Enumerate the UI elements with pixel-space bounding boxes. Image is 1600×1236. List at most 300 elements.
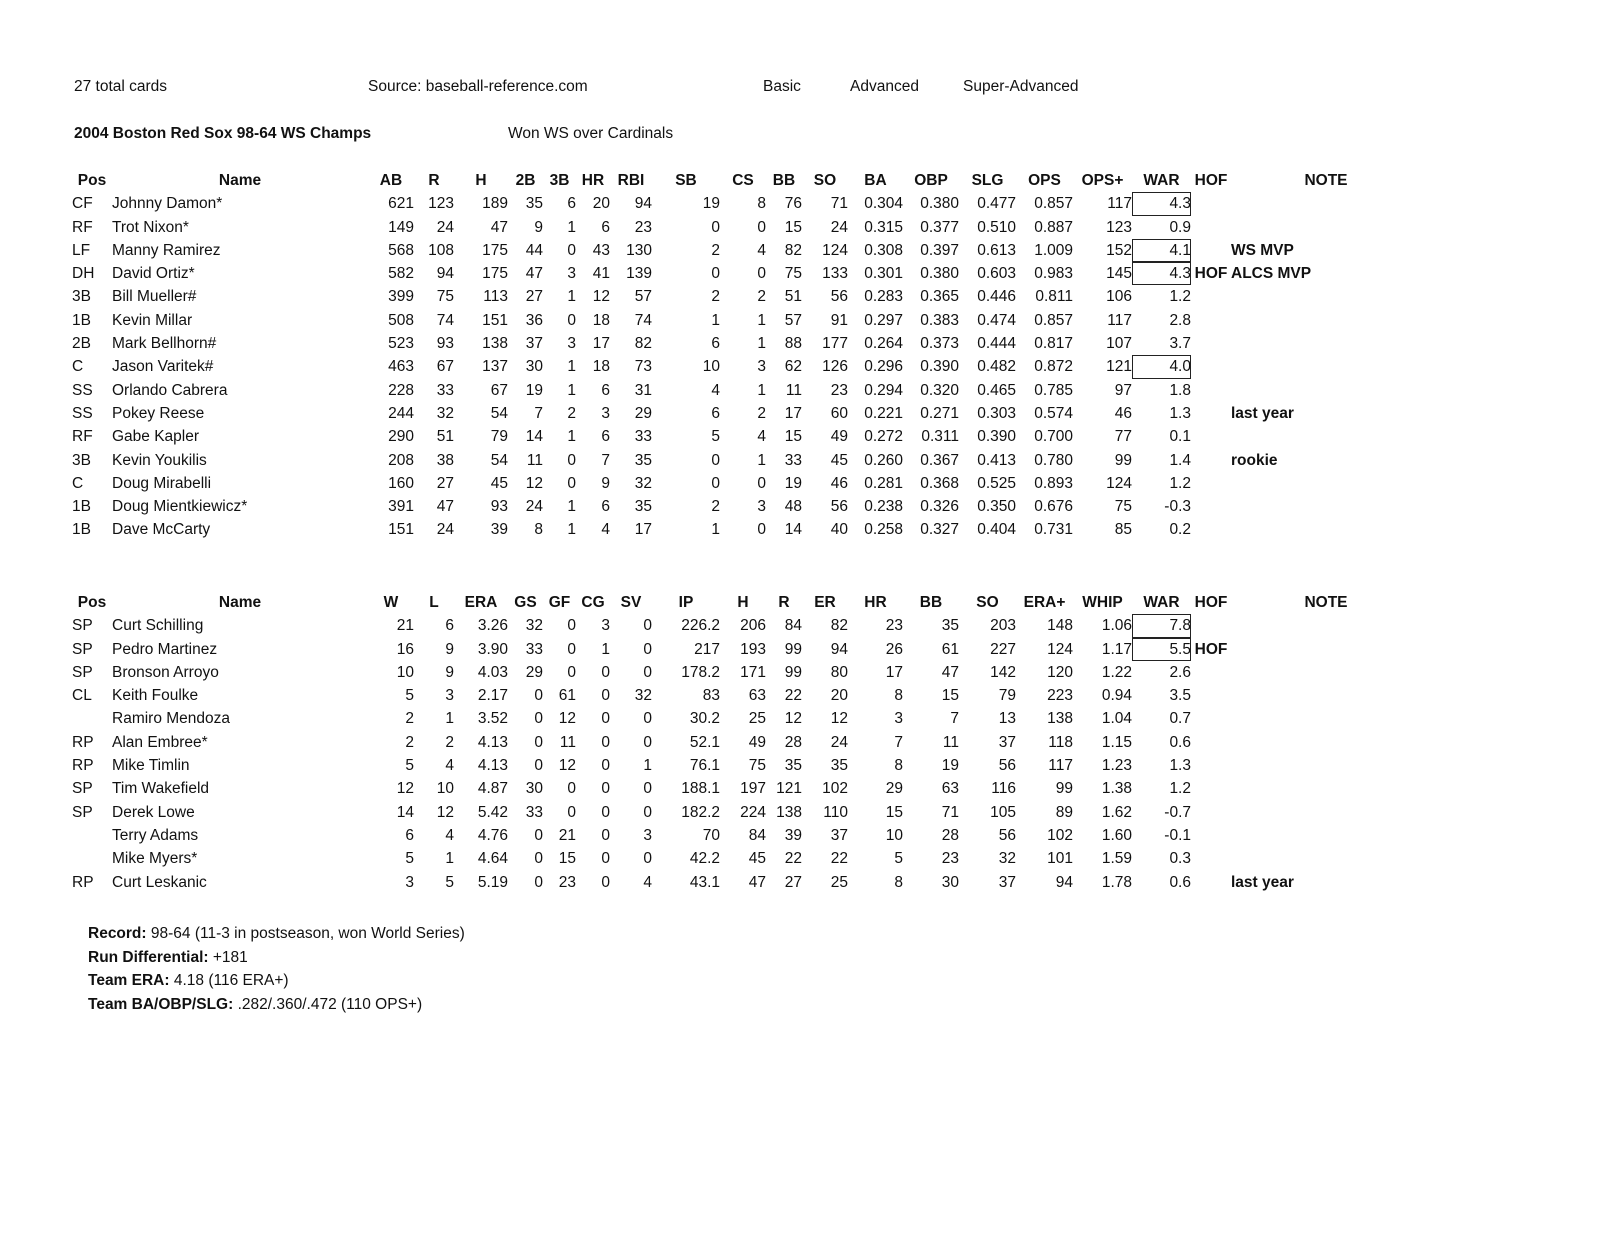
cell-cs: 3 bbox=[757, 358, 766, 376]
column-header: H bbox=[475, 172, 487, 189]
cell-l: 5 bbox=[445, 873, 454, 891]
cell-gf: 0 bbox=[567, 663, 576, 681]
cell-pos bbox=[72, 707, 112, 730]
cell-t: 3 bbox=[567, 265, 576, 283]
cell-rbi: 82 bbox=[634, 335, 652, 353]
cell-d: 12 bbox=[525, 474, 543, 492]
cell-cg: 0 bbox=[601, 850, 610, 868]
cell-name: Pedro Martinez bbox=[112, 640, 218, 658]
cell-hr: 7 bbox=[894, 733, 903, 751]
cell-ops: 0.780 bbox=[1034, 451, 1073, 469]
cell-name: Curt Leskanic bbox=[112, 873, 207, 891]
cell-ba: 0.297 bbox=[864, 311, 903, 329]
cell-cs: 0 bbox=[757, 218, 766, 236]
cell-sv: 0 bbox=[643, 850, 652, 868]
cell-sb: 2 bbox=[711, 241, 720, 259]
cell-sv: 0 bbox=[643, 710, 652, 728]
cell-obp: 0.271 bbox=[920, 404, 959, 422]
cell-pos: C bbox=[72, 474, 84, 492]
cell-ip: 42.2 bbox=[689, 850, 720, 868]
cell-ops: 0.811 bbox=[1035, 288, 1073, 306]
cell-hof bbox=[1191, 707, 1231, 730]
table-row bbox=[72, 355, 1421, 378]
cell-so: 60 bbox=[830, 404, 848, 422]
cell-ab: 523 bbox=[388, 335, 414, 353]
cell-r: 94 bbox=[436, 265, 454, 283]
cell-rbi: 74 bbox=[634, 311, 652, 329]
cell-r: 28 bbox=[784, 733, 802, 751]
cell-d: 11 bbox=[526, 451, 543, 469]
cell-cs: 1 bbox=[757, 335, 766, 353]
cell-r: 22 bbox=[784, 687, 802, 705]
tab-super-advanced[interactable]: Super-Advanced bbox=[963, 78, 1079, 95]
cell-rbi: 73 bbox=[634, 358, 652, 376]
table-row bbox=[72, 824, 1421, 847]
cell-war: 4.3 bbox=[1132, 262, 1191, 285]
cell-ab: 391 bbox=[388, 498, 414, 516]
cell-era: 5.19 bbox=[477, 873, 508, 891]
cell-hof bbox=[1191, 731, 1231, 754]
cell-er: 20 bbox=[830, 687, 848, 705]
cell-cs: 2 bbox=[757, 404, 766, 422]
cell-ip: 188.1 bbox=[681, 780, 720, 798]
cell-name: Doug Mientkiewicz* bbox=[112, 498, 248, 516]
cell-l: 10 bbox=[436, 780, 454, 798]
cell-rbi: 29 bbox=[634, 404, 652, 422]
table-row bbox=[72, 402, 1421, 425]
cell-era: 4.03 bbox=[477, 663, 508, 681]
cell-war: 0.9 bbox=[1169, 218, 1191, 236]
cell-erap: 223 bbox=[1047, 687, 1073, 705]
column-header: SO bbox=[976, 594, 999, 611]
table-row bbox=[72, 801, 1421, 824]
cell-war: 1.3 bbox=[1169, 404, 1191, 422]
cell-ab: 399 bbox=[388, 288, 414, 306]
cell-pos: SP bbox=[72, 780, 93, 798]
cell-obp: 0.327 bbox=[920, 521, 959, 539]
cell-ops: 0.887 bbox=[1034, 218, 1073, 236]
cell-hof bbox=[1191, 824, 1231, 847]
cell-t: 6 bbox=[567, 195, 576, 213]
cell-note bbox=[1231, 777, 1421, 800]
cell-name: Gabe Kapler bbox=[112, 428, 200, 446]
column-header: Pos bbox=[77, 172, 107, 189]
cell-bb: 51 bbox=[784, 288, 802, 306]
cell-h: 54 bbox=[490, 451, 508, 469]
cell-l: 12 bbox=[436, 803, 454, 821]
cell-pos: SS bbox=[72, 404, 93, 422]
cell-cg: 0 bbox=[601, 733, 610, 751]
cell-hof bbox=[1191, 754, 1231, 777]
cell-bb: 23 bbox=[941, 850, 959, 868]
cell-so: 32 bbox=[998, 850, 1016, 868]
cell-opsp: 85 bbox=[1114, 521, 1132, 539]
cell-whip: 1.15 bbox=[1101, 733, 1132, 751]
cell-era: 4.76 bbox=[477, 826, 508, 844]
cell-ip: 70 bbox=[702, 826, 720, 844]
column-header: NOTE bbox=[1304, 172, 1348, 189]
table-row bbox=[72, 379, 1421, 402]
cell-gf: 12 bbox=[558, 710, 576, 728]
cell-opsp: 46 bbox=[1114, 404, 1132, 422]
cell-er: 82 bbox=[830, 617, 848, 635]
cell-rbi: 31 bbox=[634, 381, 652, 399]
cell-whip: 1.59 bbox=[1101, 850, 1132, 868]
cell-bb: 33 bbox=[784, 451, 802, 469]
cell-war: 2.6 bbox=[1169, 663, 1191, 681]
cell-erap: 94 bbox=[1055, 873, 1073, 891]
cell-cg: 0 bbox=[601, 873, 610, 891]
cell-r: 99 bbox=[784, 663, 802, 681]
cell-cg: 0 bbox=[601, 757, 610, 775]
cell-ab: 508 bbox=[388, 311, 414, 329]
cell-war: 7.8 bbox=[1132, 614, 1191, 637]
cell-ab: 463 bbox=[388, 358, 414, 376]
cell-bb: 28 bbox=[941, 826, 959, 844]
cell-h: 175 bbox=[482, 265, 508, 283]
cell-war: 1.2 bbox=[1169, 474, 1191, 492]
cell-hr: 6 bbox=[601, 498, 610, 516]
cell-note: ALCS MVP bbox=[1231, 265, 1312, 283]
cell-name: Pokey Reese bbox=[112, 404, 205, 422]
cell-er: 24 bbox=[830, 733, 848, 751]
cell-hof bbox=[1191, 871, 1231, 894]
cell-rbi: 32 bbox=[634, 474, 652, 492]
cell-d: 37 bbox=[525, 335, 543, 353]
cell-bb: 15 bbox=[941, 687, 959, 705]
table-row bbox=[72, 425, 1421, 448]
cell-name: Jason Varitek# bbox=[112, 358, 214, 376]
cell-r: 123 bbox=[428, 195, 454, 213]
cell-hr: 6 bbox=[601, 381, 610, 399]
team-summary bbox=[88, 922, 465, 1016]
cell-pos: SP bbox=[72, 803, 93, 821]
team-title: 2004 Boston Red Sox 98-64 WS Champs bbox=[74, 125, 372, 142]
cell-rbi: 130 bbox=[626, 241, 652, 259]
column-header: BB bbox=[919, 594, 943, 611]
column-header: NOTE bbox=[1304, 594, 1348, 611]
cell-h: 75 bbox=[748, 757, 766, 775]
cell-ip: 83 bbox=[702, 687, 720, 705]
cell-note bbox=[1231, 285, 1421, 308]
cell-obp: 0.390 bbox=[920, 358, 959, 376]
cell-h: 47 bbox=[490, 218, 508, 236]
cell-d: 9 bbox=[534, 218, 543, 236]
cell-ops: 0.857 bbox=[1034, 195, 1073, 213]
cell-sb: 19 bbox=[702, 195, 720, 213]
cell-hr: 4 bbox=[601, 521, 610, 539]
column-header: GS bbox=[514, 594, 537, 611]
cell-slg: 0.603 bbox=[977, 265, 1016, 283]
cell-cg: 0 bbox=[601, 663, 610, 681]
cell-er: 37 bbox=[830, 826, 848, 844]
cell-r: 93 bbox=[436, 335, 454, 353]
cell-war: 1.2 bbox=[1169, 288, 1191, 306]
cell-note bbox=[1231, 332, 1421, 355]
cell-sv: 0 bbox=[643, 663, 652, 681]
cell-t: 1 bbox=[567, 381, 576, 399]
cell-rbi: 57 bbox=[634, 288, 652, 306]
cell-hr: 6 bbox=[601, 218, 610, 236]
cell-r: 47 bbox=[436, 498, 454, 516]
cell-so: 133 bbox=[822, 265, 848, 283]
cell-ops: 0.785 bbox=[1034, 381, 1073, 399]
cell-opsp: 97 bbox=[1114, 381, 1132, 399]
cell-d: 19 bbox=[525, 381, 543, 399]
cell-obp: 0.373 bbox=[920, 335, 959, 353]
cell-t: 3 bbox=[567, 335, 576, 353]
cell-gs: 29 bbox=[525, 663, 543, 681]
cell-h: 138 bbox=[482, 335, 508, 353]
cell-sb: 1 bbox=[711, 311, 720, 329]
cell-war: 5.5 bbox=[1132, 638, 1191, 661]
cell-t: 0 bbox=[567, 451, 576, 469]
cell-er: 22 bbox=[830, 850, 848, 868]
cell-name: Curt Schilling bbox=[112, 617, 204, 635]
cell-gs: 0 bbox=[534, 757, 543, 775]
cell-war: 1.3 bbox=[1169, 757, 1191, 775]
column-header: BA bbox=[864, 172, 887, 189]
cell-so: 79 bbox=[998, 687, 1016, 705]
cell-opsp: 107 bbox=[1106, 335, 1132, 353]
table-row bbox=[72, 684, 1421, 707]
cell-note: WS MVP bbox=[1231, 241, 1294, 259]
cell-w: 10 bbox=[396, 663, 414, 681]
cell-ab: 582 bbox=[388, 265, 414, 283]
cell-obp: 0.380 bbox=[920, 195, 959, 213]
cell-note: rookie bbox=[1231, 451, 1278, 469]
cell-hof bbox=[1191, 495, 1231, 518]
cell-hr: 9 bbox=[601, 474, 610, 492]
tab-advanced[interactable]: Advanced bbox=[850, 78, 919, 95]
cell-d: 36 bbox=[525, 311, 543, 329]
cell-obp: 0.368 bbox=[920, 474, 959, 492]
cell-name: Derek Lowe bbox=[112, 803, 195, 821]
cell-h: 113 bbox=[483, 288, 508, 306]
cell-d: 30 bbox=[525, 358, 543, 376]
cell-sb: 6 bbox=[711, 404, 720, 422]
cell-name: Mike Myers* bbox=[112, 850, 198, 868]
cell-note bbox=[1231, 192, 1421, 215]
cell-ip: 226.2 bbox=[681, 617, 720, 635]
cell-so: 126 bbox=[822, 358, 848, 376]
column-header: CS bbox=[732, 172, 754, 189]
cell-so: 45 bbox=[830, 451, 848, 469]
cell-h: 79 bbox=[490, 428, 508, 446]
cell-bb: 17 bbox=[784, 404, 802, 422]
cell-whip: 1.60 bbox=[1101, 826, 1132, 844]
cell-hr: 23 bbox=[885, 617, 903, 635]
cell-name: Tim Wakefield bbox=[112, 780, 210, 798]
cell-name: Bill Mueller# bbox=[112, 288, 197, 306]
cell-cg: 0 bbox=[601, 710, 610, 728]
cell-ops: 0.574 bbox=[1034, 404, 1073, 422]
cell-h: 54 bbox=[490, 404, 508, 422]
cell-note bbox=[1231, 661, 1421, 684]
cell-hof bbox=[1191, 425, 1231, 448]
cell-hof bbox=[1191, 332, 1231, 355]
column-header: R bbox=[428, 172, 440, 189]
cell-ab: 568 bbox=[388, 241, 414, 259]
cell-so: 37 bbox=[998, 873, 1016, 891]
cell-hof bbox=[1191, 239, 1231, 262]
batting-header-row bbox=[72, 169, 1421, 192]
pitching-header-row bbox=[72, 591, 1421, 614]
cell-t: 1 bbox=[567, 358, 576, 376]
cell-gs: 33 bbox=[525, 640, 543, 658]
cell-hof bbox=[1191, 355, 1231, 378]
cell-cs: 0 bbox=[757, 265, 766, 283]
cell-hof bbox=[1191, 518, 1231, 541]
table-row bbox=[72, 871, 1421, 894]
cell-hr: 17 bbox=[885, 663, 903, 681]
summary-record: Record: 98-64 (11-3 in postseason, won World Series) bbox=[88, 925, 465, 942]
summary-team-slash: Team BA/OBP/SLG: .282/.360/.472 (110 OPS+) bbox=[88, 995, 423, 1013]
cell-era: 3.52 bbox=[477, 710, 508, 728]
cell-obp: 0.365 bbox=[920, 288, 959, 306]
cell-d: 7 bbox=[534, 404, 543, 422]
cell-ba: 0.260 bbox=[864, 451, 903, 469]
cell-t: 0 bbox=[567, 311, 576, 329]
cell-name: Kevin Youkilis bbox=[112, 451, 207, 469]
cell-sb: 0 bbox=[711, 474, 720, 492]
cell-sv: 0 bbox=[643, 617, 652, 635]
cell-war: 4.1 bbox=[1132, 239, 1191, 262]
cell-note bbox=[1231, 216, 1421, 239]
cell-ip: 43.1 bbox=[689, 873, 720, 891]
cell-ba: 0.304 bbox=[864, 195, 903, 213]
cell-ab: 208 bbox=[388, 451, 414, 469]
cell-h: 45 bbox=[490, 474, 508, 492]
column-header: L bbox=[429, 594, 439, 611]
cell-gs: 0 bbox=[534, 733, 543, 751]
cell-l: 9 bbox=[445, 640, 454, 658]
column-header: OPS bbox=[1028, 172, 1061, 189]
cell-h: 193 bbox=[740, 640, 766, 658]
table-row bbox=[72, 731, 1421, 754]
cell-name: Mike Timlin bbox=[112, 757, 190, 775]
cell-t: 1 bbox=[567, 288, 576, 306]
cell-gs: 33 bbox=[525, 803, 543, 821]
cell-so: 142 bbox=[990, 663, 1016, 681]
cell-w: 14 bbox=[396, 803, 414, 821]
cell-era: 3.90 bbox=[477, 640, 508, 658]
source-label: Source: baseball-reference.com bbox=[368, 78, 588, 95]
cell-ip: 52.1 bbox=[689, 733, 720, 751]
column-header: OBP bbox=[914, 172, 948, 189]
cell-era: 2.17 bbox=[477, 687, 508, 705]
cell-cs: 1 bbox=[757, 311, 766, 329]
cell-ab: 621 bbox=[388, 195, 414, 213]
cell-whip: 1.17 bbox=[1101, 640, 1132, 658]
cell-pos: 2B bbox=[72, 335, 91, 353]
cell-war: 1.8 bbox=[1169, 381, 1191, 399]
cell-hof bbox=[1191, 192, 1231, 215]
cell-era: 4.13 bbox=[477, 733, 508, 751]
cell-pos: RP bbox=[72, 873, 94, 891]
cell-sv: 0 bbox=[643, 733, 652, 751]
cell-bb: 61 bbox=[941, 640, 959, 658]
cell-sv: 0 bbox=[643, 780, 652, 798]
tab-basic[interactable]: Basic bbox=[763, 78, 801, 95]
column-header: IP bbox=[678, 594, 694, 611]
column-header: AB bbox=[379, 172, 403, 189]
cell-sv: 0 bbox=[643, 640, 652, 658]
cell-rbi: 35 bbox=[634, 451, 652, 469]
column-header: R bbox=[778, 594, 790, 611]
cell-er: 25 bbox=[830, 873, 848, 891]
cell-t: 0 bbox=[567, 241, 576, 259]
cell-hr: 26 bbox=[885, 640, 903, 658]
cell-hr: 12 bbox=[592, 288, 610, 306]
cell-d: 35 bbox=[525, 195, 543, 213]
cell-t: 1 bbox=[567, 218, 576, 236]
table-row bbox=[72, 472, 1421, 495]
cell-note bbox=[1231, 614, 1421, 637]
cell-war: 3.7 bbox=[1169, 335, 1191, 353]
cell-ba: 0.264 bbox=[864, 335, 903, 353]
cell-note bbox=[1231, 518, 1421, 541]
cell-so: 124 bbox=[822, 241, 848, 259]
column-header: SO bbox=[813, 172, 837, 189]
table-row bbox=[72, 309, 1421, 332]
cell-er: 12 bbox=[830, 710, 848, 728]
cell-ab: 160 bbox=[388, 474, 414, 492]
cell-r: 51 bbox=[436, 428, 454, 446]
cell-r: 38 bbox=[436, 451, 454, 469]
cell-bb: 57 bbox=[784, 311, 802, 329]
cell-gf: 15 bbox=[558, 850, 576, 868]
cell-gs: 0 bbox=[534, 687, 543, 705]
cell-slg: 0.474 bbox=[977, 311, 1016, 329]
cell-hr: 10 bbox=[885, 826, 903, 844]
cell-bb: 19 bbox=[941, 757, 959, 775]
cell-ip: 30.2 bbox=[689, 710, 720, 728]
cell-ip: 217 bbox=[694, 640, 720, 658]
cell-r: 67 bbox=[436, 358, 454, 376]
cell-erap: 124 bbox=[1047, 640, 1073, 658]
cell-hof bbox=[1191, 472, 1231, 495]
cell-w: 2 bbox=[405, 733, 414, 751]
cell-pos: 1B bbox=[72, 311, 91, 329]
cell-note bbox=[1231, 731, 1421, 754]
cell-r: 75 bbox=[436, 288, 454, 306]
cell-hr: 7 bbox=[601, 451, 610, 469]
cell-er: 94 bbox=[830, 640, 848, 658]
column-header: CG bbox=[581, 594, 605, 611]
total-cards: 27 total cards bbox=[74, 78, 168, 95]
cell-note: last year bbox=[1231, 404, 1294, 422]
column-header: ER bbox=[814, 594, 836, 611]
cell-t: 0 bbox=[567, 474, 576, 492]
cell-hr: 18 bbox=[592, 311, 610, 329]
cell-gs: 0 bbox=[534, 710, 543, 728]
cell-hr: 18 bbox=[592, 358, 610, 376]
cell-r: 24 bbox=[436, 521, 454, 539]
cell-hof bbox=[1191, 801, 1231, 824]
cell-pos: 1B bbox=[72, 521, 91, 539]
cell-bb: 88 bbox=[784, 335, 802, 353]
cell-so: 116 bbox=[991, 780, 1016, 798]
cell-so: 49 bbox=[830, 428, 848, 446]
cell-r: 27 bbox=[784, 873, 802, 891]
cell-opsp: 77 bbox=[1114, 428, 1132, 446]
cell-ba: 0.281 bbox=[864, 474, 903, 492]
cell-sb: 5 bbox=[711, 428, 720, 446]
cell-note bbox=[1231, 801, 1421, 824]
cell-note bbox=[1231, 472, 1421, 495]
cell-r: 74 bbox=[436, 311, 454, 329]
